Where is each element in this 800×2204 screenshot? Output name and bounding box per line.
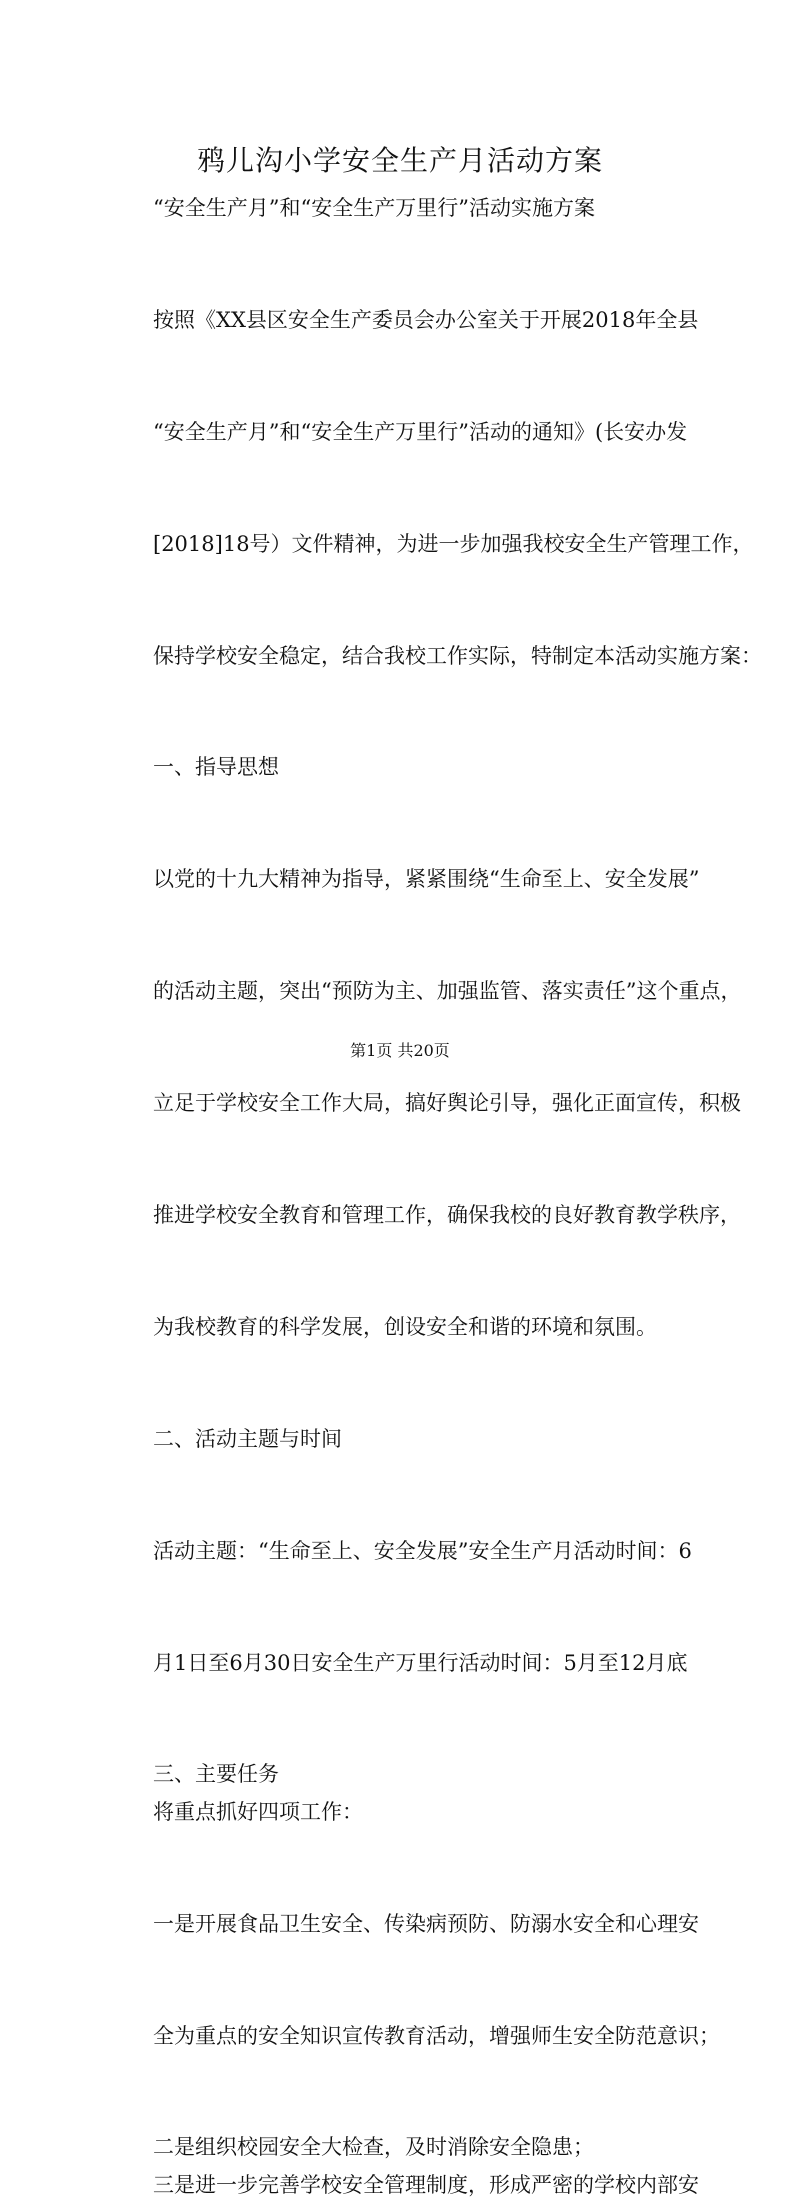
paragraph-line: 保持学校安全稳定，结合我校工作实际，特制定本活动实施方案： — [153, 643, 762, 668]
paragraph-task-two: 二是组织校园安全大检查，及时消除安全隐患； — [153, 2135, 594, 2160]
paragraph-line: 的活动主题，突出“预防为主、加强监管、落实责任”这个重点， — [153, 979, 742, 1004]
paragraph-line: 月1日至6月30日安全生产万里行活动时间：5月至12月底 — [153, 1650, 688, 1675]
paragraph-line: [2018]18号）文件精神，为进一步加强我校安全生产管理工作， — [153, 531, 754, 556]
page-number-footer: 第1页 共20页 — [350, 1041, 450, 1060]
subtitle: “安全生产月”和“安全生产万里行”活动实施方案 — [153, 196, 595, 220]
section-heading-guiding-ideology: 一、指导思想 — [153, 755, 279, 780]
paragraph-line: 为我校教育的科学发展，创设安全和谐的环境和氛围。 — [153, 1314, 657, 1339]
paragraph-four-tasks: 将重点抓好四项工作： — [153, 1799, 363, 1824]
paragraph-theme-and-time — [111, 1458, 711, 1756]
paragraph-line: “安全生产月”和“安全生产万里行”活动的通知》(长安办发 — [153, 419, 688, 444]
document-body — [111, 190, 762, 2204]
paragraph-line: 一是开展食品卫生安全、传染病预防、防溺水安全和心理安 — [153, 1911, 699, 1936]
paragraph-line: 以党的十九大精神为指导，紧紧围绕“生命至上、安全发展” — [153, 867, 700, 892]
paragraph-task-three: 三是进一步完善学校安全管理制度，形成严密的学校内部安 — [153, 2172, 699, 2197]
paragraph-line: 推进学校安全教育和管理工作，确保我校的良好教育教学秩序， — [153, 1203, 741, 1228]
paragraph-line: 立足于学校安全工作大局，搞好舆论引导，强化正面宣传，积极 — [153, 1091, 741, 1116]
section-heading-theme-and-time: 二、活动主题与时间 — [153, 1426, 342, 1451]
paragraph-intro — [111, 227, 762, 749]
document-title: 鸦儿沟小学安全生产月活动方案 — [196, 144, 603, 177]
paragraph-guiding-ideology — [111, 787, 742, 1421]
paragraph-line: 活动主题：“生命至上、安全发展”安全生产月活动时间：6 — [153, 1538, 692, 1563]
paragraph-line: 按照《XX县区安全生产委员会办公室关于开展2018年全县 — [153, 307, 699, 332]
paragraph-task-one — [111, 1831, 720, 2129]
section-heading-main-tasks: 三、主要任务 — [153, 1762, 279, 1787]
paragraph-line: 全为重点的安全知识宣传教育活动，增强师生安全防范意识； — [153, 2023, 720, 2048]
